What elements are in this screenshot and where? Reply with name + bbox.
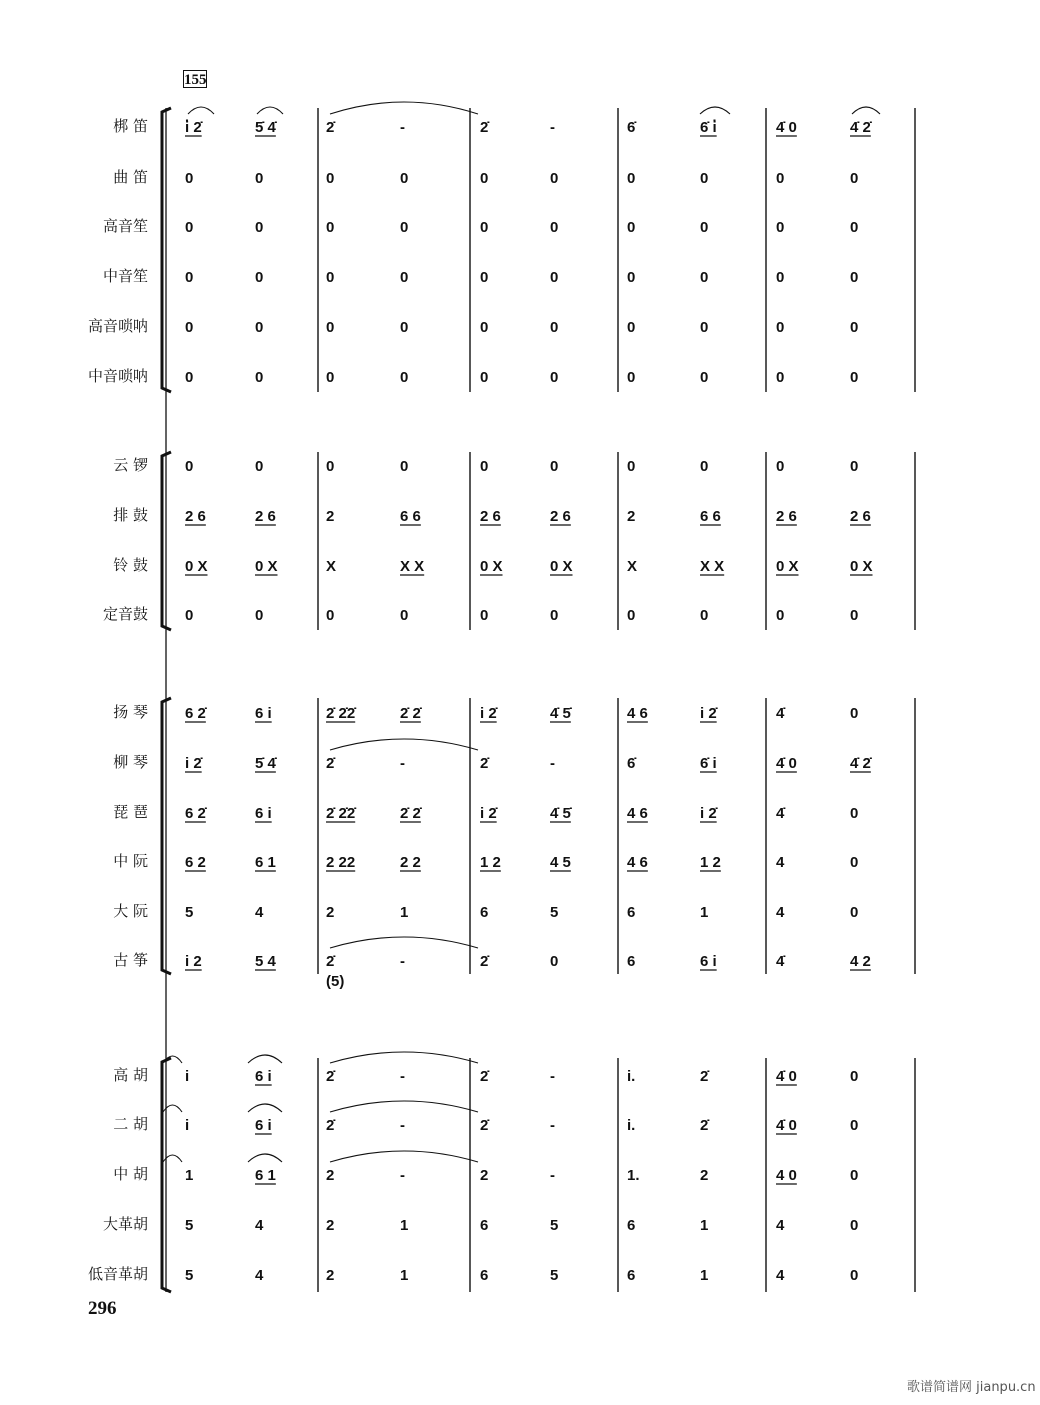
instrument-label: 柳 琴 [113, 753, 148, 771]
tie-curve [188, 107, 214, 114]
note-beat: 1 [700, 1267, 709, 1284]
note-beat: 4̇ [776, 805, 785, 822]
note-beat: 4 6 [627, 805, 648, 822]
note-beat: 6 i [255, 1068, 272, 1085]
note-beat: 6 1 [255, 1167, 276, 1184]
note-beat: 0 [627, 369, 636, 386]
note-beat: 5 [550, 904, 559, 921]
note-beat: 0 [850, 904, 859, 921]
note-beat: 0 [700, 219, 709, 236]
note-beat: 2̇ 2̇2̇ [326, 805, 356, 822]
note-beat: 2 [627, 508, 636, 525]
note-beat: - [400, 119, 405, 136]
note-beat: 0 [400, 219, 409, 236]
note-beat: i 2 [185, 953, 202, 970]
note-beat: i. [627, 1117, 636, 1134]
note-beat: 0 [850, 705, 859, 722]
note-beat: 2̇ [326, 1068, 335, 1085]
note-beat: 0 [850, 269, 859, 286]
note-beat: 2 6 [550, 508, 571, 525]
note-beat: i [185, 1068, 190, 1085]
staff-row [88, 367, 858, 386]
note-beat: 0 [776, 607, 785, 624]
staff-row [113, 753, 873, 772]
note-beat: i 2̇ [480, 805, 497, 822]
tie-curve [248, 1055, 282, 1063]
note-beat: 0 X [550, 558, 573, 575]
tie-curve [330, 1052, 478, 1063]
note-beat: 2 6 [776, 508, 797, 525]
note-beat: 0 [850, 1068, 859, 1085]
note-beat: 0 [850, 854, 859, 871]
note-beat: 4 0 [776, 1167, 797, 1184]
note-beat: 1 [185, 1167, 194, 1184]
note-beat: - [550, 1068, 555, 1085]
note-beat: X X [700, 558, 725, 575]
note-beat: 2̇ [700, 1068, 709, 1085]
instrument-label: 高音笙 [102, 217, 148, 235]
note-beat: 0 [776, 369, 785, 386]
staff-row [113, 168, 858, 187]
note-beat: 0 [185, 219, 194, 236]
note-beat: 0 [850, 607, 859, 624]
note-beat: i̇ 2̇ [185, 119, 202, 136]
note-beat: - [400, 953, 405, 970]
note-beat: 6 1 [255, 854, 276, 871]
staff-row [113, 506, 871, 525]
note-beat: 0 [850, 1267, 859, 1284]
note-beat: 0 [480, 269, 489, 286]
note-beat: 0 [776, 219, 785, 236]
note-beat: X [627, 558, 638, 575]
note-beat: 0 [550, 953, 559, 970]
staff-row [88, 317, 858, 336]
staff-row [88, 1265, 858, 1284]
note-beat: 2 6 [480, 508, 501, 525]
note-beat: 2̇ [480, 953, 489, 970]
tie-curve [852, 107, 880, 114]
note-beat: 2 [480, 1167, 489, 1184]
note-beat: 2̇ [700, 1117, 709, 1134]
tie-curve [330, 1101, 478, 1112]
note-beat: 6̇ [627, 119, 636, 136]
staff-row [103, 217, 858, 236]
note-beat: 0 X [776, 558, 799, 575]
note-beat: 2̇ [480, 755, 489, 772]
instrument-label: 二 胡 [113, 1115, 148, 1133]
tie-curve [330, 937, 478, 948]
note-beat: 2 6 [850, 508, 871, 525]
note-beat: 6 [480, 1217, 489, 1234]
note-beat: 1 [700, 904, 709, 921]
note-beat: 1. [627, 1167, 640, 1184]
note-beat: 0 [850, 219, 859, 236]
note-beat: 0 [850, 1117, 859, 1134]
note-beat: 0 [185, 369, 194, 386]
note-beat: - [400, 755, 405, 772]
note-beat: 2 2 [400, 854, 421, 871]
note-beat: 4 [776, 1217, 785, 1234]
note-beat: 0 [550, 170, 559, 187]
staff-row [113, 852, 858, 871]
staff-row [113, 556, 872, 575]
note-beat: 0 [627, 458, 636, 475]
note-beat: 2̇ [480, 119, 489, 136]
note-beat: 0 [255, 458, 264, 475]
note-beat: 6 [480, 1267, 489, 1284]
instrument-label: 排 鼓 [113, 506, 148, 524]
note-beat: 4 [776, 1267, 785, 1284]
instrument-label: 中 胡 [113, 1165, 148, 1183]
note-beat: 4 [255, 1267, 264, 1284]
note-beat: 1 2 [700, 854, 721, 871]
note-beat: 6 [627, 1267, 636, 1284]
tie-curve [248, 1104, 282, 1112]
note-beat: 2 [326, 904, 335, 921]
note-beat: i. [627, 1068, 636, 1085]
note-beat: 1 2 [480, 854, 501, 871]
note-beat: 4 [255, 1217, 264, 1234]
note-beat: 0 [400, 269, 409, 286]
staff-row [103, 605, 858, 624]
note-beat: 4̇ 5̇ [550, 805, 571, 822]
note-beat: 0 [850, 369, 859, 386]
staff-row [103, 267, 858, 286]
note-beat: X [326, 558, 337, 575]
note-beat: 2 [326, 508, 335, 525]
note-beat: 4̇ 2̇ [850, 119, 871, 136]
note-beat: 4̇ 0 [776, 1068, 797, 1085]
page-number: 296 [88, 1298, 117, 1319]
note-beat: 0 [480, 369, 489, 386]
note-beat: 6 i [255, 1117, 272, 1134]
instrument-label: 中 阮 [113, 852, 148, 870]
note-beat: 4̇ 0 [776, 119, 797, 136]
note-beat: 6̇ i̇ [700, 119, 717, 136]
note-beat: 6 6 [700, 508, 721, 525]
note-beat: 0 [326, 607, 335, 624]
note-beat: 0 [255, 319, 264, 336]
note-beat: 0 [480, 319, 489, 336]
note-beat: 0 X [850, 558, 873, 575]
note-beat: 6 i [255, 805, 272, 822]
note-beat: 6̇ i [700, 755, 717, 772]
note-beat: 6 2̇ [185, 705, 206, 722]
note-beat: 0 [326, 269, 335, 286]
instrument-label: 高音唢呐 [87, 317, 148, 335]
note-beat: 0 X [255, 558, 278, 575]
note-beat: - [550, 755, 555, 772]
tie-curve [700, 107, 730, 114]
note-beat: 0 [480, 607, 489, 624]
note-beat: 4 [776, 854, 785, 871]
note-beat: 1 [700, 1217, 709, 1234]
note-beat: 0 [776, 319, 785, 336]
note-beat: 4̇ 0 [776, 1117, 797, 1134]
note-beat: 0 [700, 458, 709, 475]
note-beat: 1 [400, 1267, 409, 1284]
note-beat: 4 6 [627, 854, 648, 871]
instrument-label: 大革胡 [102, 1215, 148, 1233]
note-beat: i [185, 1117, 190, 1134]
note-beat: 4 2 [850, 953, 871, 970]
note-beat: 0 [185, 269, 194, 286]
note-beat: 0 [850, 458, 859, 475]
note-beat: - [400, 1068, 405, 1085]
note-beat: 2 [326, 1217, 335, 1234]
note-beat: 2̇ [326, 1117, 335, 1134]
tie-curve [248, 1154, 282, 1162]
note-beat: 0 [550, 319, 559, 336]
note-beat: 0 [850, 1217, 859, 1234]
tie-curve [330, 102, 478, 114]
note-beat: 2̇ 2̇2̇ [326, 705, 356, 722]
note-beat: 6 6 [400, 508, 421, 525]
note-beat: 0 [326, 319, 335, 336]
note-beat: i 2̇ [185, 755, 202, 772]
staff-row [113, 1066, 858, 1085]
note-beat: 0 [400, 369, 409, 386]
note-beat: X X [400, 558, 425, 575]
instrument-label: 中音唢呐 [87, 367, 148, 385]
note-beat: 0 [700, 607, 709, 624]
note-beat: 0 [700, 269, 709, 286]
note-beat: 5̇ 4̇ [255, 755, 276, 772]
note-beat: - [400, 1117, 405, 1134]
note-beat: - [400, 1167, 405, 1184]
note-beat: 0 [185, 319, 194, 336]
note-beat: 2 6 [185, 508, 206, 525]
note-beat: - [550, 1117, 555, 1134]
note-beat: 0 [700, 369, 709, 386]
note-beat: 0 [400, 170, 409, 187]
instrument-label: 铃 鼓 [113, 556, 148, 574]
note-beat: 0 [627, 269, 636, 286]
note-beat: 2 [700, 1167, 709, 1184]
note-beat: 4̇ [776, 705, 785, 722]
note-beat: 1 [400, 1217, 409, 1234]
note-beat: 5 [550, 1217, 559, 1234]
staff-row [113, 902, 858, 921]
instrument-label: 曲 笛 [113, 168, 148, 186]
note-beat: 2 [326, 1267, 335, 1284]
note-beat: 0 [255, 269, 264, 286]
note-beat: 0 [185, 607, 194, 624]
note-beat: 0 [185, 170, 194, 187]
note-beat: 2 6 [255, 508, 276, 525]
note-beat: 2̇ [326, 953, 335, 970]
instrument-label: 琵 琶 [113, 803, 148, 821]
note-beat: 6 i [255, 705, 272, 722]
note-beat: 6 2 [185, 854, 206, 871]
note-beat: 0 [776, 458, 785, 475]
note-beat: 2̇ 2̇ [400, 705, 421, 722]
instrument-label: 大 阮 [113, 902, 148, 920]
staff-row [103, 1215, 858, 1234]
note-beat: 0 [700, 319, 709, 336]
instrument-label: 云 锣 [113, 456, 148, 474]
note-beat: 4̇ 5̇ [550, 705, 571, 722]
note-beat: 5 4 [255, 953, 276, 970]
note-beat: 0 [326, 369, 335, 386]
note-beat: 0 X [185, 558, 208, 575]
note-beat: 0 [850, 170, 859, 187]
rehearsal-mark: 155 [184, 72, 207, 88]
note-beat: 5 [185, 1217, 194, 1234]
note-beat: 0 [850, 1167, 859, 1184]
staff-row [113, 1115, 858, 1134]
note-beat: 4̇ [776, 953, 785, 970]
note-beat: 2̇ [480, 1117, 489, 1134]
staff-row [113, 951, 871, 990]
note-beat: 6 [627, 1217, 636, 1234]
note-beat: 4 [255, 904, 264, 921]
instrument-label: 扬 琴 [113, 703, 148, 721]
note-beat: 5 [550, 1267, 559, 1284]
note-beat: 0 [480, 219, 489, 236]
note-beat: 0 [627, 170, 636, 187]
tie-curve [330, 1151, 478, 1162]
note-beat: 0 [185, 458, 194, 475]
note-beat: 6̇ [627, 755, 636, 772]
note-beat: 0 [850, 805, 859, 822]
note-beat: 2 [326, 1167, 335, 1184]
note-beat: 0 [400, 458, 409, 475]
note-beat: 2̇ [326, 119, 335, 136]
note-beat: 0 [255, 607, 264, 624]
note-beat: 4 5 [550, 854, 571, 871]
note-beat: 2̇ [480, 1068, 489, 1085]
note-beat: 4 [776, 904, 785, 921]
note-beat: 0 [550, 607, 559, 624]
note-beat: 0 [400, 319, 409, 336]
note-beat: 0 [255, 369, 264, 386]
instrument-label: 定音鼓 [102, 605, 148, 623]
note-annotation: (5) [326, 973, 345, 990]
note-beat: 4̇ 0 [776, 755, 797, 772]
note-beat: 0 [627, 607, 636, 624]
instrument-label: 高 胡 [113, 1066, 148, 1084]
watermark: 歌谱简谱网 jianpu.cn [907, 1380, 1036, 1395]
note-beat: 0 [700, 170, 709, 187]
note-beat: 0 [627, 219, 636, 236]
note-beat: 0 [400, 607, 409, 624]
note-beat: 6 [480, 904, 489, 921]
note-beat: 0 [255, 219, 264, 236]
staff-row [113, 803, 858, 822]
instrument-label: 梆 笛 [113, 117, 148, 135]
note-beat: 6 2̇ [185, 805, 206, 822]
note-beat: 2̇ [326, 755, 335, 772]
note-beat: 0 [550, 369, 559, 386]
note-beat: 0 [850, 319, 859, 336]
note-beat: i 2̇ [480, 705, 497, 722]
note-beat: 6 [627, 904, 636, 921]
note-beat: 2 22 [326, 854, 356, 871]
instrument-label: 中音笙 [102, 267, 148, 285]
note-beat: 0 X [480, 558, 503, 575]
note-beat: 0 [255, 170, 264, 187]
instrument-label: 古 筝 [113, 951, 148, 969]
note-beat: 6 [627, 953, 636, 970]
note-beat: 0 [550, 458, 559, 475]
note-beat: 0 [480, 458, 489, 475]
staff-row [113, 703, 858, 722]
note-beat: 0 [550, 219, 559, 236]
note-beat: 0 [480, 170, 489, 187]
note-beat: 0 [326, 170, 335, 187]
note-beat: i 2̇ [700, 705, 717, 722]
note-beat: 4̇ 2̇ [850, 755, 871, 772]
tie-curve [257, 107, 283, 114]
note-beat: 0 [550, 269, 559, 286]
note-beat: - [550, 1167, 555, 1184]
note-beat: 5 [185, 1267, 194, 1284]
staff-row [113, 1165, 858, 1184]
note-beat: 2̇ 2̇ [400, 805, 421, 822]
note-beat: 5 [185, 904, 194, 921]
note-beat: 1 [400, 904, 409, 921]
note-beat: 0 [776, 170, 785, 187]
note-beat: 4 6 [627, 705, 648, 722]
note-beat: 0 [776, 269, 785, 286]
note-beat: 6 i [700, 953, 717, 970]
note-beat: 0 [627, 319, 636, 336]
note-beat: i 2̇ [700, 805, 717, 822]
note-beat: 5̇ 4̇ [255, 119, 276, 136]
note-beat: 0 [326, 219, 335, 236]
staff-row [113, 456, 858, 475]
staff-row [113, 117, 873, 136]
tie-curve [330, 739, 478, 750]
note-beat: 0 [326, 458, 335, 475]
note-beat: - [550, 119, 555, 136]
instrument-label: 低音革胡 [87, 1265, 148, 1283]
